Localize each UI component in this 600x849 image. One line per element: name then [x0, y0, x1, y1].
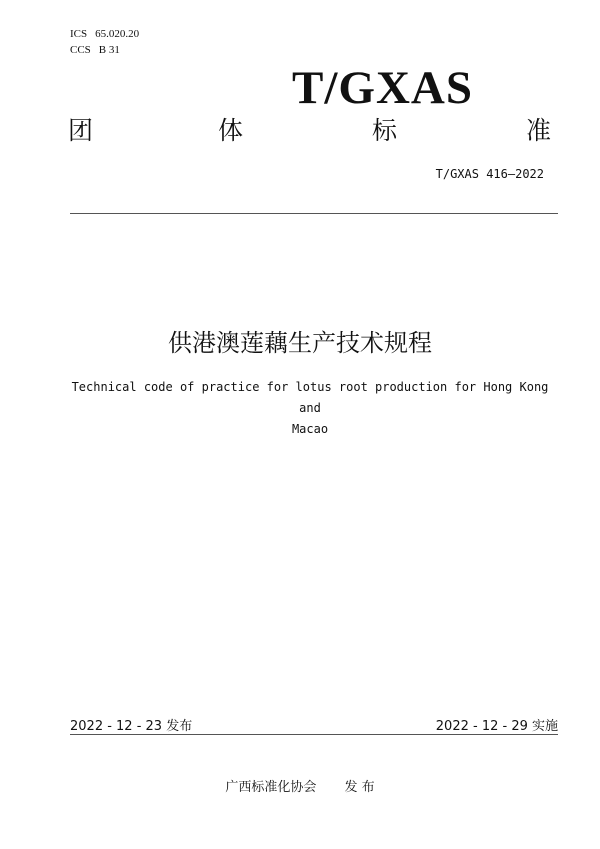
publisher: 广西标准化协会 — [225, 780, 317, 795]
ics-line: ICS 65.020.20 — [70, 28, 140, 40]
release-date: 2022 - 12 - 23 发布 — [70, 719, 193, 734]
kind-char: 体 — [218, 116, 244, 145]
ics-value: 65.020.20 — [95, 28, 140, 40]
divider — [70, 734, 558, 735]
title-en: Technical code of practice for lotus root production for Hong Kong and Macao — [71, 380, 549, 436]
kind-char: 团 — [68, 116, 94, 145]
title-zh: 供港澳莲藕生产技术规程 — [168, 329, 432, 357]
implement-date: 2022 - 12 - 29 实施 — [435, 719, 558, 734]
publisher-line: 广西标准化协会 发 布 — [225, 780, 375, 795]
kind-char: 准 — [526, 116, 552, 145]
brand-mark: T/GXAS — [292, 62, 473, 114]
divider — [70, 213, 558, 214]
ccs-value: B 31 — [98, 44, 120, 56]
standard-code: T/GXAS 416—2022 — [435, 167, 544, 181]
kind-char: 标 — [372, 116, 398, 145]
classification-codes — [70, 26, 139, 58]
ccs-line: CCS B 31 — [70, 44, 120, 56]
